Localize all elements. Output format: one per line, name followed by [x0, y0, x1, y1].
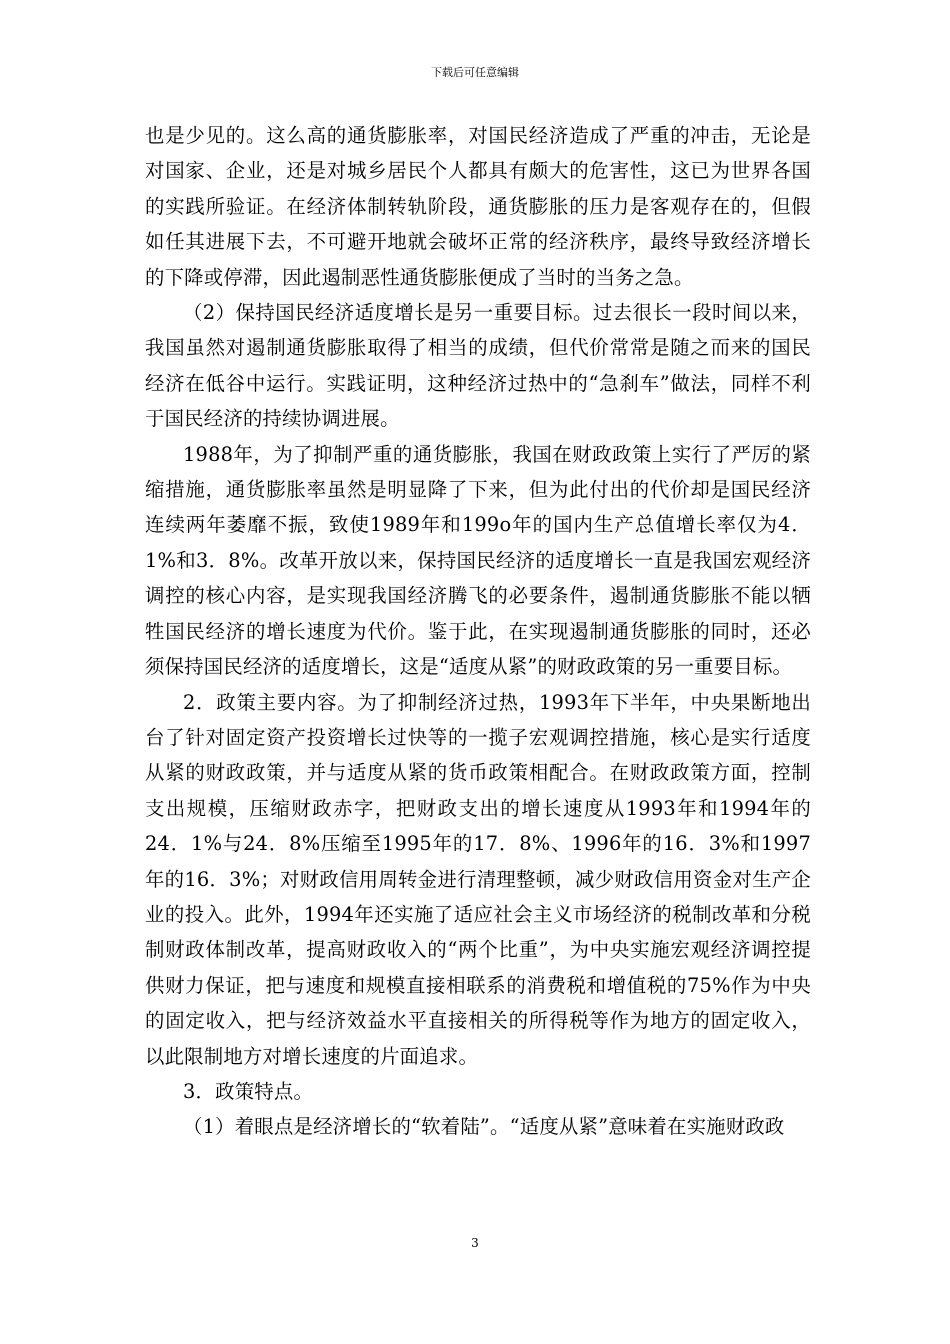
paragraph-1988-tightening: 1988年，为了抑制严重的通货膨胀，我国在财政政策上实行了严厉的紧缩措施，通货膨胀率虽然是明显降了下来，但为此付出的代价却是国民经济连续两年萎靡不振，致使1989年和199o年的国内生产总值增长率仅为4．1%和3．8%。改革开放以来，保持国民经济的适度增长一直是我国宏观经济调控的核心内容，是实现我国经济腾飞的必要条件，遏制通货膨胀不能以牺牲国民经济的增长速度为代价。鉴于此，在实现遏制通货膨胀的同时，还必须保持国民经济的适度增长，这是“适度从紧”的财政政策的另一重要目标。	[145, 442, 811, 679]
paragraph-moderate-growth-goal: （2）保持国民经济适度增长是另一重要目标。过去很长一段时间以来，我国虽然对遏制通货膨胀取得了相当的成绩，但代价常常是随之而来的国民经济在低谷中运行。实践证明，这种经济过热中的“急刹车”做法，同样不利于国民经济的持续协调进展。	[145, 301, 811, 431]
heading-policy-features: 3．政策特点。	[183, 1079, 314, 1103]
paragraph-soft-landing: （1）着眼点是经济增长的“软着陆”。“适度从紧”意味着在实施财政政	[183, 1115, 785, 1139]
page-header: 下载后可任意编辑	[431, 66, 519, 79]
document-body	[145, 118, 811, 1145]
paragraph-continuation: 也是少见的。这么高的通货膨胀率，对国民经济造成了严重的冲击，无论是对国家、企业，还是对城乡居民个人都具有颇大的危害性，这已为世界各国的实践所验证。在经济体制转轨阶段，通货膨胀的压力是客观存在的，但假如任其进展下去，不可避开地就会破坏正常的经济秩序，最终导致经济增长的下降或停滞，因此遏制恶性通货膨胀便成了当时的当务之急。	[145, 124, 811, 289]
page-number: 3	[471, 1236, 479, 1250]
paragraph-policy-content: 2．政策主要内容。为了抑制经济过热，1993年下半年，中央果断地出台了针对固定资产投资增长过快等的一揽子宏观调控措施，核心是实行适度从紧的财政政策，并与适度从紧的货币政策相配合。在财政政策方面，控制支出规模，压缩财政赤字，把财政支出的增长速度从1993年和1994年的24．1%与24．8%压缩至1995年的17．8%、1996年的16．3%和1997年的16．3%；对财政信用周转金进行清理整顿，减少财政信用资金对生产企业的投入。此外，1994年还实施了适应社会主义市场经济的税制改革和分税制财政体制改革，提高财政收入的“两个比重”，为中央实施宏观经济调控提供财力保证，把与速度和规模直接相联系的消费税和增值税的75%作为中央的固定收入，把与经济效益水平直接相关的所得税等作为地方的固定收入，以此限制地方对增长速度的片面追求。	[145, 690, 811, 1068]
